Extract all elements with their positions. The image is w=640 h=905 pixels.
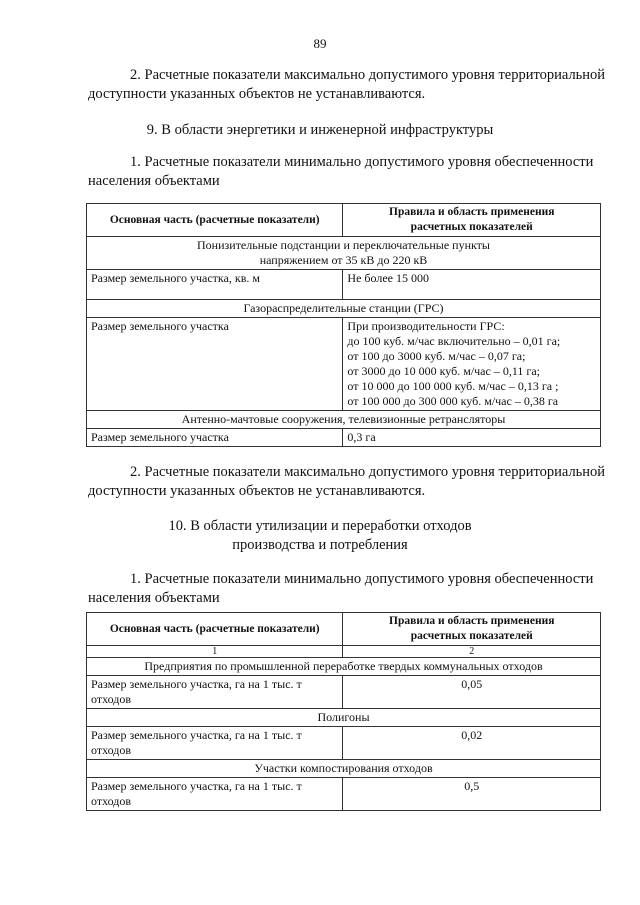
grs-line: от 100 000 до 300 000 куб. м/час – 0,38 га — [347, 394, 559, 408]
section9-para2-line1: 2. Расчетные показатели максимально допустимого уровня территориальной — [130, 464, 606, 480]
col2-header — [343, 613, 601, 646]
row-label — [87, 778, 343, 811]
section10-title-line2: производства и потребления — [232, 537, 408, 553]
group1-title-line2: напряжением от 35 кВ до 220 кВ — [259, 253, 428, 267]
col1-number: 1 — [87, 646, 343, 658]
row-label — [87, 676, 343, 709]
col2-header-line2: расчетных показателей — [410, 221, 533, 233]
section9-para1-line1: 1. Расчетные показатели минимально допустимого уровня обеспеченности — [130, 154, 594, 170]
row-value: Не более 15 000 — [343, 270, 601, 300]
table-group-row — [87, 300, 601, 318]
table-header-row — [87, 204, 601, 237]
group-title: Предприятия по промышленной переработке твердых коммунальных отходов — [87, 658, 601, 676]
col2-header-line2: расчетных показателей — [410, 630, 533, 642]
grs-line: от 3000 до 10 000 куб. м/час – 0,11 га; — [347, 364, 540, 378]
section10-table — [86, 612, 601, 811]
section9-para1-line2: населения объектами — [88, 173, 220, 189]
table-group-row — [87, 709, 601, 727]
section10-para1-line2: населения объектами — [88, 590, 220, 606]
table-row — [87, 778, 601, 811]
row-label-line1: Размер земельного участка, га на 1 тыс. т — [91, 677, 302, 691]
col1-header: Основная часть (расчетные показатели) — [87, 204, 343, 237]
grs-line: от 100 до 3000 куб. м/час – 0,07 га; — [347, 349, 526, 363]
group-title: Газораспределительные станции (ГРС) — [87, 300, 601, 318]
row-value: 0,02 — [343, 727, 601, 760]
row-value: 0,3 га — [343, 429, 601, 447]
group-title: Полигоны — [87, 709, 601, 727]
row-value: 0,5 — [343, 778, 601, 811]
row-value: 0,05 — [343, 676, 601, 709]
row-value — [343, 318, 601, 411]
table-header-row — [87, 613, 601, 646]
table-row — [87, 318, 601, 411]
group-title: Участки компостирования отходов — [87, 760, 601, 778]
section9-table — [86, 203, 601, 447]
col2-header-line1: Правила и область применения — [389, 615, 555, 627]
group-title — [87, 237, 601, 270]
col2-number: 2 — [343, 646, 601, 658]
table-row — [87, 270, 601, 300]
page-number: 89 — [313, 36, 327, 51]
block1-para2-line2: доступности указанных объектов не устанавливаются. — [88, 86, 426, 102]
grs-line: от 10 000 до 100 000 куб. м/час – 0,13 га ; — [347, 379, 559, 393]
table-group-row — [87, 411, 601, 429]
row-label: Размер земельного участка, кв. м — [87, 270, 343, 300]
row-label: Размер земельного участка — [87, 429, 343, 447]
section10-title-line1: 10. В области утилизации и переработки отходов — [168, 518, 472, 534]
block1-para2-line1: 2. Расчетные показатели максимально допустимого уровня территориальной — [130, 67, 606, 83]
section9-title: 9. В области энергетики и инженерной инфраструктуры — [146, 122, 494, 138]
group-title: Антенно-мачтовые сооружения, телевизионные ретрансляторы — [87, 411, 601, 429]
row-label-line2: отходов — [91, 692, 132, 706]
section9-para2-line2: доступности указанных объектов не устанавливаются. — [88, 483, 426, 499]
section10-para1-line1: 1. Расчетные показатели минимально допустимого уровня обеспеченности — [130, 571, 594, 587]
grs-line: При производительности ГРС: — [347, 319, 505, 333]
row-label-line2: отходов — [91, 743, 132, 757]
row-label: Размер земельного участка — [87, 318, 343, 411]
row-label — [87, 727, 343, 760]
table-number-row — [87, 646, 601, 658]
row-label-line2: отходов — [91, 794, 132, 808]
grs-line: до 100 куб. м/час включительно – 0,01 га; — [347, 334, 561, 348]
table-row — [87, 676, 601, 709]
table-group-row — [87, 658, 601, 676]
group1-title-line1: Понизительные подстанции и переключательные пункты — [197, 238, 490, 252]
table-row — [87, 429, 601, 447]
table-group-row — [87, 237, 601, 270]
col2-header-line1: Правила и область применения — [389, 206, 555, 218]
table-group-row — [87, 760, 601, 778]
col1-header: Основная часть (расчетные показатели) — [87, 613, 343, 646]
col2-header — [343, 204, 601, 237]
row-label-line1: Размер земельного участка, га на 1 тыс. т — [91, 779, 302, 793]
row-label-line1: Размер земельного участка, га на 1 тыс. т — [91, 728, 302, 742]
table-row — [87, 727, 601, 760]
